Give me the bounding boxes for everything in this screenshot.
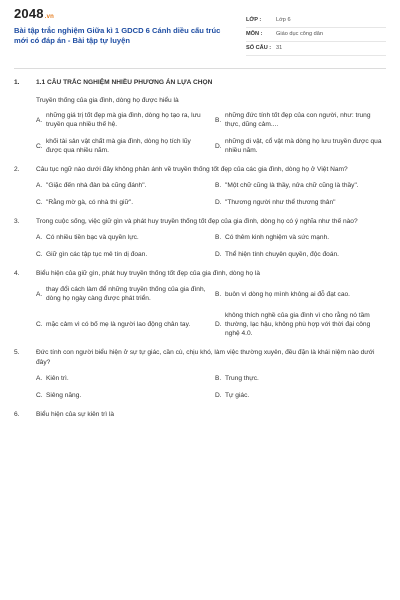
option-letter: D. [215, 321, 222, 328]
question-number: 2. [14, 166, 20, 173]
option-letter: A. [36, 375, 43, 382]
logo-suffix: .vn [44, 14, 55, 20]
meta-table [246, 14, 386, 56]
option-text: Có nhiều tiền bạc và quyền lực. [46, 234, 139, 241]
question-number: 4. [14, 270, 20, 277]
question-stem-row [14, 269, 386, 279]
option-b[interactable] [215, 374, 386, 383]
question-stem: Biểu hiện của giữ gìn, phát huy truyền thống tốt đẹp của gia đình, dòng họ là [36, 270, 261, 277]
options-grid [36, 181, 386, 207]
option-text: "Một chữ cũng là thầy, nửa chữ cũng là thầy". [225, 182, 359, 189]
meta-key: MÔN : [246, 31, 263, 37]
question-stem-row [14, 410, 386, 420]
option-text: Giữ gìn các tập tục mê tín dị đoan. [46, 251, 148, 258]
options-grid [36, 111, 386, 155]
option-c[interactable] [36, 250, 207, 259]
option-letter: C. [36, 321, 43, 328]
option-d[interactable] [215, 137, 386, 155]
option-text: "Thương người như thể thương thân" [225, 199, 336, 206]
option-text: "Rằng mờ gà, có nhà thì giữ". [46, 199, 134, 206]
option-letter: D. [215, 199, 222, 206]
option-letter: C. [36, 142, 43, 150]
question-stem: Trong cuộc sống, việc giữ gìn và phát huy truyền thống tốt đẹp của gia đình, dòng họ có ý nghĩa như thế nào? [36, 218, 358, 225]
option-letter: C. [36, 392, 43, 399]
meta-key: LỚP : [246, 17, 262, 23]
meta-row-count [246, 42, 386, 56]
option-b[interactable] [215, 181, 386, 190]
question-6 [14, 410, 386, 420]
option-letter: A. [36, 290, 43, 298]
question-stem: Đức tính con người biểu hiện ở sự tự giác, cần cù, chịu khó, làm việc thường xuyên, đều đặn là khái niệm nào dưới đây? [36, 349, 375, 366]
option-letter: A. [36, 182, 43, 189]
option-a[interactable] [36, 233, 207, 242]
question-number: 3. [14, 218, 20, 225]
page-header [14, 0, 386, 56]
section-heading: 1.1 CÂU TRẮC NGHIỆM NHIỀU PHƯƠNG ÁN LỰA CHỌN [36, 79, 213, 86]
option-text: mặc cảm vì có bố mẹ là người lao động chân tay. [46, 321, 191, 328]
question-stem: Câu tục ngữ nào dưới đây không phản ánh về truyền thống tốt đẹp của các gia đình, dòng họ ở Việt Nam? [36, 166, 348, 173]
question-5 [14, 348, 386, 400]
question-stem-row [14, 217, 386, 227]
question-stem: Biểu hiện của sự kiên trì là [36, 411, 115, 418]
option-text: Trung thực. [225, 375, 259, 382]
option-letter: B. [215, 234, 222, 241]
option-c[interactable] [36, 198, 207, 207]
option-d[interactable] [215, 198, 386, 207]
option-d[interactable] [215, 391, 386, 400]
meta-value: 31 [276, 45, 283, 51]
brand-block [14, 6, 234, 56]
question-section [14, 79, 386, 420]
logo-text: 2048 [14, 6, 44, 21]
option-text: "Giặc đến nhà đàn bà cũng đánh". [46, 182, 147, 189]
option-text: Tự giác. [225, 392, 250, 399]
option-letter: C. [36, 199, 43, 206]
option-letter: A. [36, 116, 43, 124]
option-c[interactable] [36, 311, 207, 338]
question-1 [14, 96, 386, 155]
options-grid [36, 285, 386, 338]
option-b[interactable] [215, 285, 386, 303]
option-d[interactable] [215, 250, 386, 259]
question-2 [14, 165, 386, 207]
option-a[interactable] [36, 285, 207, 303]
option-letter: B. [215, 290, 222, 298]
question-stem: Truyền thống của gia đình, dòng họ được hiểu là [36, 97, 179, 104]
option-c[interactable] [36, 137, 207, 155]
option-text: những đức tính tốt đẹp của con người, như: trung thực, dũng cảm.... [225, 112, 371, 128]
document-title: Bài tập trắc nghiệm Giữa kì 1 GDCD 6 Cánh diều cấu trúc mới có đáp án - Bài tập tự luyện [14, 26, 221, 45]
options-grid [36, 374, 386, 400]
option-text: buôn vì dòng họ mình không ai đỗ đạt cao. [225, 290, 351, 298]
option-letter: D. [215, 392, 222, 399]
option-letter: B. [215, 116, 222, 124]
option-text: khối tài sản vật chất mà gia đình, dòng họ tích lũy được qua nhiều năm. [46, 138, 191, 154]
option-letter: B. [215, 375, 222, 382]
option-text: những giá trị tốt đẹp mà gia đình, dòng họ tạo ra, lưu truyền qua nhiều thế hệ. [46, 112, 201, 128]
question-stem-row [14, 348, 386, 368]
option-a[interactable] [36, 181, 207, 190]
meta-row-subject [246, 28, 386, 42]
option-text: không thích nghề của gia đình vì cho rằng nó tầm thường, lạc hậu, không phù hợp với thời đại công nghệ 4.0. [225, 312, 371, 337]
option-b[interactable] [215, 111, 386, 129]
question-4 [14, 269, 386, 338]
option-text: Có thêm kinh nghiệm và sức mạnh. [225, 234, 330, 241]
section-title [14, 79, 386, 86]
option-letter: C. [36, 251, 43, 258]
option-d[interactable] [215, 311, 386, 338]
option-text: những di vật, cổ vật mà dòng họ lưu truyền được qua nhiều năm. [225, 138, 382, 154]
option-letter: B. [215, 182, 222, 189]
meta-key: SỐ CÂU : [246, 45, 272, 51]
option-text: Siêng năng. [46, 392, 82, 399]
option-b[interactable] [215, 233, 386, 242]
header-divider [14, 68, 386, 69]
options-grid [36, 233, 386, 259]
section-number: 1. [14, 79, 20, 86]
option-letter: D. [215, 142, 222, 150]
question-number: 5. [14, 349, 20, 356]
option-letter: A. [36, 234, 43, 241]
meta-row-class [246, 14, 386, 28]
meta-value: Giáo dục công dân [276, 31, 323, 37]
option-c[interactable] [36, 391, 207, 400]
question-stem-row [14, 165, 386, 175]
question-number: 6. [14, 411, 20, 418]
meta-value: Lớp 6 [276, 17, 291, 23]
option-a[interactable] [36, 374, 207, 383]
option-text: thay đổi cách làm để những truyền thống của gia đình, dòng họ ngày càng được phát triển. [46, 286, 206, 302]
option-a[interactable] [36, 111, 207, 129]
option-text: Thể hiện tính chuyên quyền, độc đoán. [225, 251, 340, 258]
question-3 [14, 217, 386, 259]
option-letter: D. [215, 251, 222, 258]
site-logo[interactable] [14, 6, 234, 24]
option-text: Kiên trì. [46, 375, 69, 382]
